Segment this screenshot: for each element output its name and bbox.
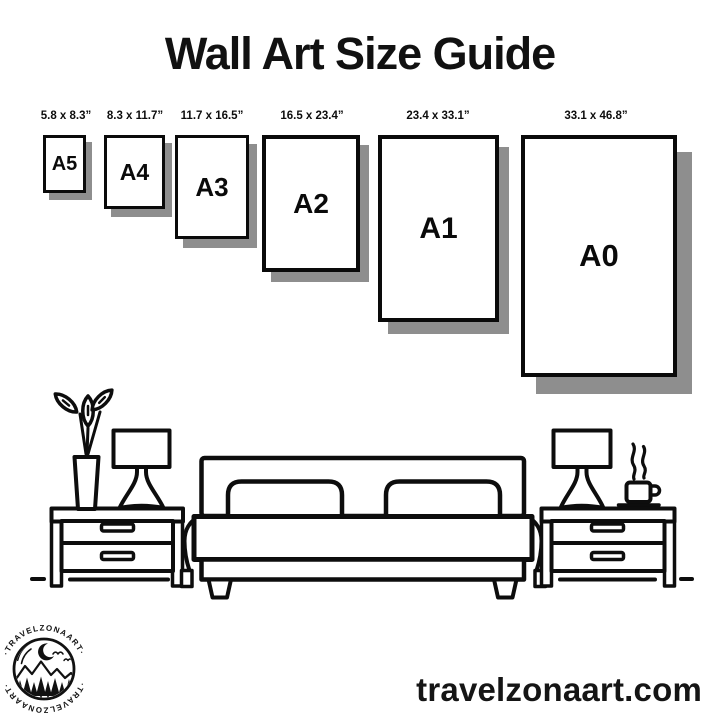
bedroom-illustration [0, 380, 720, 605]
size-dimensions-a4: 8.3 x 11.7” [106, 110, 164, 122]
nightstand-right [542, 509, 675, 587]
size-label-a4: A4 [119, 158, 150, 185]
size-frame-a2 [262, 135, 360, 272]
pillow-right [386, 482, 500, 518]
size-label-a3: A3 [195, 171, 229, 202]
size-label-a2: A2 [293, 187, 329, 219]
pillow-left [228, 482, 342, 518]
size-frame-a5 [43, 135, 86, 193]
size-dimensions-a2: 16.5 x 23.4” [280, 110, 344, 122]
lamp-icon-right [554, 431, 611, 509]
lamp-icon-left [114, 431, 170, 509]
size-dimensions-a3: 11.7 x 16.5” [180, 110, 244, 122]
size-label-a0: A0 [579, 238, 619, 273]
nightstand-left [52, 509, 184, 587]
size-frame-a4 [104, 135, 165, 209]
size-frame-a3 [175, 135, 249, 239]
bed-icon [182, 458, 546, 598]
plant-icon [52, 387, 115, 509]
size-label-a1: A1 [419, 211, 458, 245]
brand-arc-text-bottom: ·TRAVELZONAART· [1, 681, 87, 715]
size-dimensions-a5: 5.8 x 8.3” [40, 110, 92, 122]
size-frame-a1 [378, 135, 499, 322]
coffee-cup-icon [619, 444, 660, 505]
size-dimensions-a0: 33.1 x 46.8” [564, 110, 628, 122]
brand-arc-text-top: ·TRAVELZONAART· [1, 623, 87, 657]
size-frame-a0 [521, 135, 677, 377]
size-label-a5: A5 [51, 152, 78, 175]
brand-logo [0, 620, 96, 720]
page-title: Wall Art Size Guide [164, 28, 556, 79]
website-url: travelzonaart.com [416, 671, 702, 708]
size-dimensions-a1: 23.4 x 33.1” [406, 110, 470, 122]
